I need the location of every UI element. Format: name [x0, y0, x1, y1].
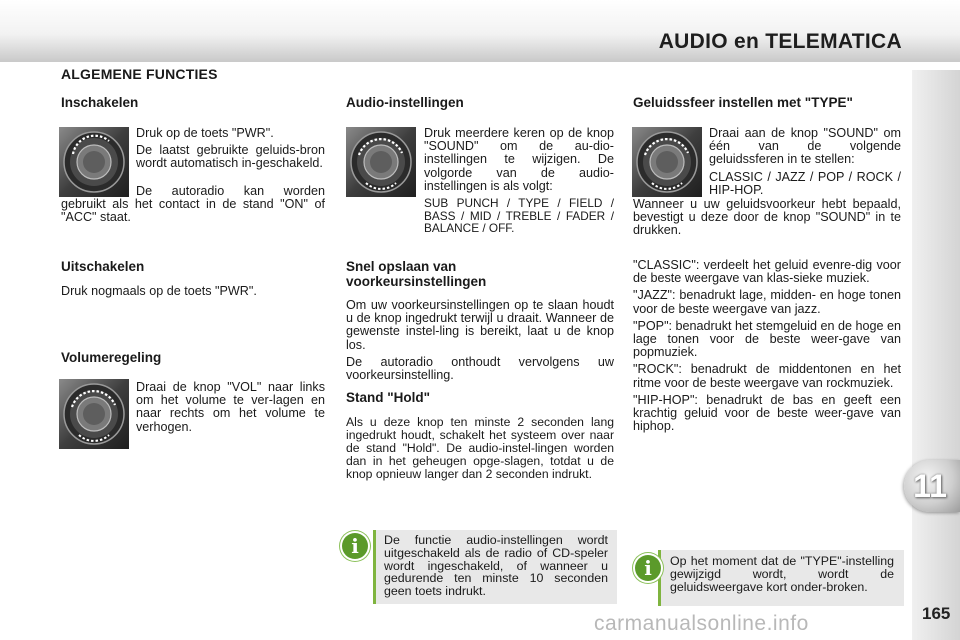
info-text-type: Op het moment dat de "TYPE"-instelling gewijzigd wordt, wordt de geluidsweergave kort onder-broken. — [670, 554, 894, 594]
side-tab-band — [912, 70, 960, 640]
snel-p2: De autoradio onthoudt vervolgens uw voorkeursinstelling. — [346, 354, 614, 383]
type-pop: "POP": benadrukt het stemgeluid en de hoge en lage tonen voor de beste weer-gave van popmuziek. — [633, 318, 901, 360]
tune-sound-knob-icon — [59, 379, 129, 449]
type-classic: "CLASSIC": verdeelt het geluid evenre-dig voor de beste weergave van klas-sieke muziek. — [633, 258, 901, 286]
heading-inschakelen: Inschakelen — [61, 95, 139, 110]
type-p3: Wanneer u uw geluidsvoorkeur hebt bepaald, bevestigt u deze door de knop "SOUND" in te drukken. — [633, 197, 901, 238]
hold-p1: Als u deze knop ten minste 2 seconden lang ingedrukt houdt, schakelt het systeem over naar de stand "Hold". De audio-instel-lingen worden dan in het geheugen opge-slagen, totdat u de knop opnieuw langer dan 2 seconden indrukt. — [346, 415, 614, 481]
snel-text-block — [346, 299, 614, 386]
tune-sound-knob-icon — [632, 127, 702, 197]
inschakelen-text-block — [136, 127, 325, 175]
page-number: 165 — [922, 604, 951, 623]
audio-p1: Druk meerdere keren op de knop "SOUND" om de au-dio-instellingen te wijzigen. De volgorde van de audio-instellingen is als volgt: — [424, 126, 614, 193]
uitschakelen-p1: Druk nogmaals op de toets "PWR". — [61, 284, 257, 298]
volumeregeling-p1: Draai de knop "VOL" naar links om het volume te ver-lagen en naar rechts om het volume te verhogen. — [136, 380, 325, 434]
section-title: ALGEMENE FUNCTIES — [61, 66, 218, 82]
type-list-block — [633, 259, 901, 437]
inschakelen-p1: Druk op de toets "PWR". — [136, 126, 274, 140]
type-p1: Draai aan de knop "SOUND" om één van de volgende geluidssferen in te stellen: — [709, 126, 901, 167]
watermark: carmanualsonline.info — [594, 612, 809, 635]
inschakelen-p3: De autoradio kan worden gebruikt als het contact in de stand "ON" of "ACC" staat. — [61, 184, 325, 225]
info-icon: i — [342, 533, 368, 559]
snel-p1: Om uw voorkeursinstellingen op te slaan houdt u de knop ingedrukt terwijl u draait. Wanneer de gewenste instel-ling is bereikt, laat u de knop los. — [346, 298, 614, 352]
heading-uitschakelen: Uitschakelen — [61, 259, 145, 274]
heading-stand-hold: Stand "Hold" — [346, 390, 431, 405]
inschakelen-p2: De laatst gebruikte geluids-bron wordt automatisch in-geschakeld. — [136, 143, 325, 171]
audio-text-block — [424, 127, 614, 239]
heading-type: Geluidssfeer instellen met "TYPE" — [633, 95, 853, 110]
type-jazz: "JAZZ": benadrukt lage, midden- en hoge tonen voor de beste weergave van jazz. — [633, 288, 901, 316]
type-text-block — [709, 127, 901, 201]
type-rock: "ROCK": benadrukt de middentonen en het ritme voor de beste weergave van rockmuziek. — [633, 362, 901, 390]
heading-snel-opslaan: Snel opslaan van voorkeursinstellingen — [346, 259, 487, 289]
chapter-badge[interactable]: 11 — [904, 460, 960, 512]
tune-sound-knob-icon — [346, 127, 416, 197]
heading-volumeregeling: Volumeregeling — [61, 350, 162, 365]
info-text-audio: De functie audio-instellingen wordt uitgeschakeld als de radio of CD-speler wordt ingeschakeld, of wanneer u gedurende ten minste 10 seconden geen toets indrukt. — [384, 533, 608, 599]
audio-p2: SUB PUNCH / TYPE / FIELD / BASS / MID / TREBLE / FADER / BALANCE / OFF. — [424, 196, 614, 236]
heading-audio-instellingen: Audio-instellingen — [346, 95, 464, 110]
type-p2: CLASSIC / JAZZ / POP / ROCK / HIP-HOP. — [709, 169, 901, 197]
page-header-title: AUDIO en TELEMATICA — [658, 30, 902, 53]
type-hiphop: "HIP-HOP": benadrukt de bas en geeft een krachtig geluid voor de beste weer-gave van hiphop. — [633, 392, 901, 434]
info-icon: i — [635, 555, 661, 581]
